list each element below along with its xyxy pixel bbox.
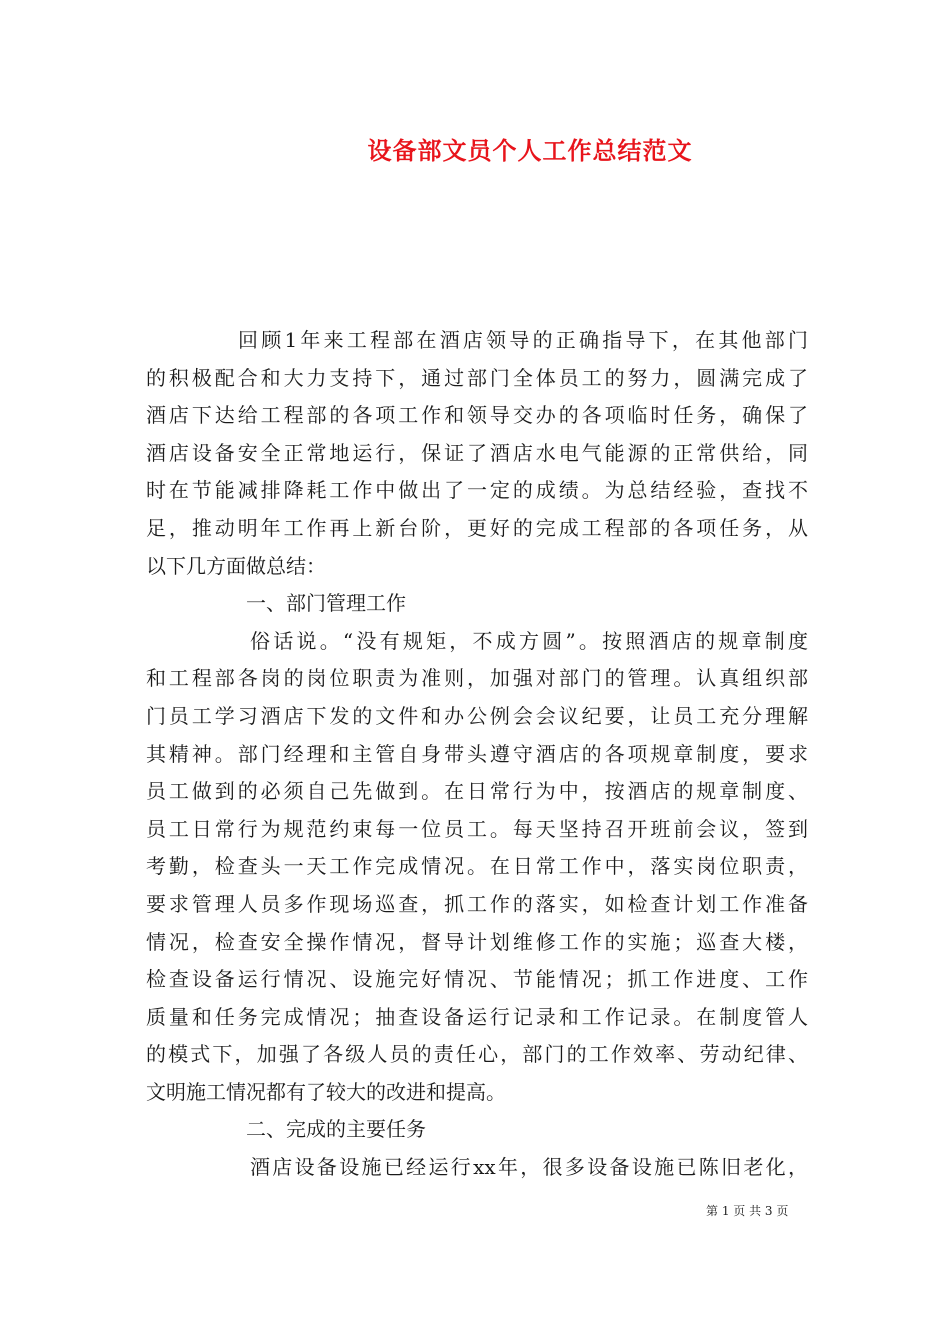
paragraph-line: 检查设备运行情况、设施完好情况、节能情况；抓工作进度、工作 <box>146 967 808 992</box>
paragraph-line: 酒店设备安全正常地运行，保证了酒店水电气能源的正常供给，同 <box>146 440 808 465</box>
paragraph-line: 考勤，检查头一天工作完成情况。在日常工作中，落实岗位职责， <box>146 854 808 879</box>
document-body <box>146 322 808 1187</box>
paragraph-line: 要求管理人员多作现场巡查，抓工作的落实，如检查计划工作准备 <box>146 891 808 916</box>
paragraph-line: 员工做到的必须自己先做到。在日常行为中，按酒店的规章制度、 <box>146 779 808 804</box>
paragraph-line: 酒店下达给工程部的各项工作和领导交办的各项临时任务，确保了 <box>146 403 808 428</box>
section-heading: 二、完成的主要任务 <box>246 1117 426 1142</box>
section-heading: 一、部门管理工作 <box>246 591 406 616</box>
paragraph-line: 和工程部各岗的岗位职责为准则，加强对部门的管理。认真组织部 <box>146 666 808 691</box>
paragraph-line: 的积极配合和大力支持下，通过部门全体员工的努力，圆满完成了 <box>146 365 808 390</box>
paragraph-line: 酒店设备设施已经运行xx年，很多设备设施已陈旧老化， <box>250 1155 808 1180</box>
paragraph-line: 员工日常行为规范约束每一位员工。每天坚持召开班前会议，签到 <box>146 816 808 841</box>
paragraph-line: 门员工学习酒店下发的文件和办公例会会议纪要，让员工充分理解 <box>146 703 808 728</box>
paragraph-line: 的模式下，加强了各级人员的责任心，部门的工作效率、劳动纪律、 <box>146 1042 808 1067</box>
page-footer: 第 1 页 共 3 页 <box>706 1204 789 1218</box>
paragraph-line: 回顾1年来工程部在酒店领导的正确指导下，在其他部门 <box>238 328 808 352</box>
paragraph-line: 时在节能减排降耗工作中做出了一定的成绩。为总结经验，查找不 <box>146 478 808 503</box>
paragraph-line: 情况，检查安全操作情况，督导计划维修工作的实施；巡查大楼， <box>146 929 808 954</box>
paragraph-line: 以下几方面做总结： <box>146 553 326 578</box>
document-title: 设备部文员个人工作总结范文 <box>367 136 693 165</box>
paragraph-line: 其精神。部门经理和主管自身带头遵守酒店的各项规章制度，要求 <box>146 741 808 766</box>
paragraph-line: 文明施工情况都有了较大的改进和提高。 <box>146 1079 506 1104</box>
paragraph-line: 足，推动明年工作再上新台阶，更好的完成工程部的各项任务，从 <box>146 515 808 540</box>
paragraph-line: 俗话说。“没有规矩，不成方圆”。按照酒店的规章制度 <box>250 628 808 653</box>
paragraph-line: 质量和任务完成情况；抽查设备运行记录和工作记录。在制度管人 <box>146 1004 808 1029</box>
